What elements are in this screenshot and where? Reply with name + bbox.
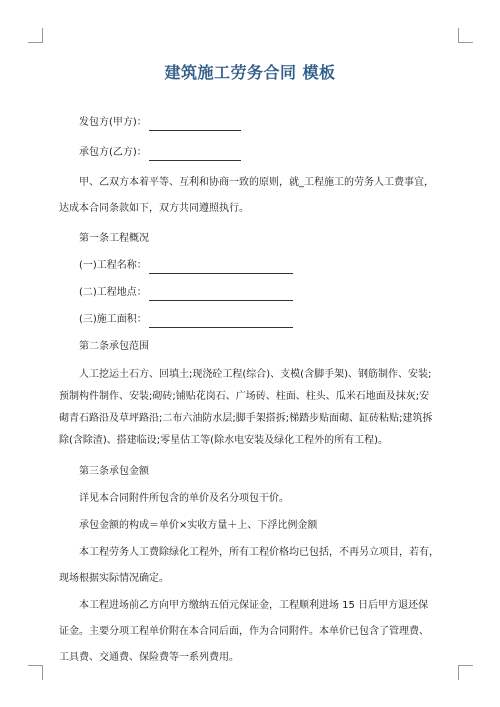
party-a-label: 发包方(甲方)：	[79, 117, 147, 128]
project-location-label: (二)工程地点：	[79, 287, 147, 298]
deposit-line-1: 本工程进场前乙方向甲方缴纳五佰元保证金，工程顺利进场 15 日后甲方退还保	[79, 600, 429, 611]
crop-mark-bottom-left	[28, 665, 43, 680]
scope-line-2: 预制构件制作、安装;砌砖;铺贴花岗石、广场砖、柱面、柱头、瓜米石地面及抹灰;安	[59, 391, 430, 402]
scope-line-3: 砌青石路沿及草坪路沿;二布六油防水层;脚手架搭拆;梯踏步贴面砌、缸砖粘贴;建筑拆	[59, 413, 433, 424]
deposit-line-2: 证金。主要分项工程单价附在本合同后面，作为合同附件。本单价已包含了管理费、	[59, 626, 429, 637]
document-title: 建筑施工劳务合同 模板	[164, 63, 336, 82]
project-area-label: (三)施工面积：	[79, 314, 147, 325]
labor-cost-paragraph	[59, 544, 443, 587]
scope-line-1: 人工挖运土石方、回填土;现浇砼工程(综合)、支模(含脚手架)、钢筋制作、安装;	[79, 369, 432, 380]
intro-line-1: 甲、乙双方本着平等、互利和协商一致的原则，就_工程施工的劳务人工费事宜，	[79, 177, 434, 188]
deposit-line-3: 工具费、交通费、保险费等一系列费用。	[59, 652, 239, 663]
section-3-heading: 第三条承包金额	[79, 466, 149, 477]
deposit-paragraph	[59, 597, 443, 666]
crop-mark-bottom-right	[458, 665, 473, 680]
project-location-row	[59, 284, 443, 301]
project-area-row	[59, 311, 443, 328]
section-2-heading: 第二条承包范围	[79, 341, 149, 352]
project-name-row	[59, 257, 443, 274]
crop-mark-top-left	[28, 28, 43, 43]
party-b-label: 承包方(乙方)：	[79, 147, 147, 158]
party-b-blank	[149, 148, 241, 161]
document-body	[59, 114, 443, 666]
price-detail-paragraph: 详见本合同附件所包含的单价及名分项包干价。	[79, 493, 289, 504]
labor-cost-line-1: 本工程劳务人工费除绿化工程外，所有工程价格均已包括，不再另立项目，若有，	[79, 547, 439, 558]
scope-line-4: 除(含除渣)、搭建临设;零星估工等(除水电安装及绿化工程外的所有工程)。	[59, 435, 388, 446]
project-name-blank	[149, 261, 293, 274]
intro-line-2: 达成本合同条款如下，双方共同遵照执行。	[59, 203, 249, 214]
party-a-blank	[149, 118, 241, 131]
party-a-row	[59, 114, 443, 131]
labor-cost-line-2: 现场根据实际情况确定。	[59, 573, 169, 584]
intro-paragraph	[59, 174, 443, 217]
project-location-blank	[149, 288, 293, 301]
project-name-label: (一)工程名称：	[79, 260, 147, 271]
section-2-body	[59, 365, 443, 450]
crop-mark-top-right	[458, 28, 473, 43]
party-b-row	[59, 144, 443, 161]
project-area-blank	[149, 315, 293, 328]
price-formula-paragraph: 承包金额的构成＝单价×实收方量＋上、下浮比例金额	[79, 520, 318, 531]
section-1-heading: 第一条工程概况	[79, 233, 149, 244]
